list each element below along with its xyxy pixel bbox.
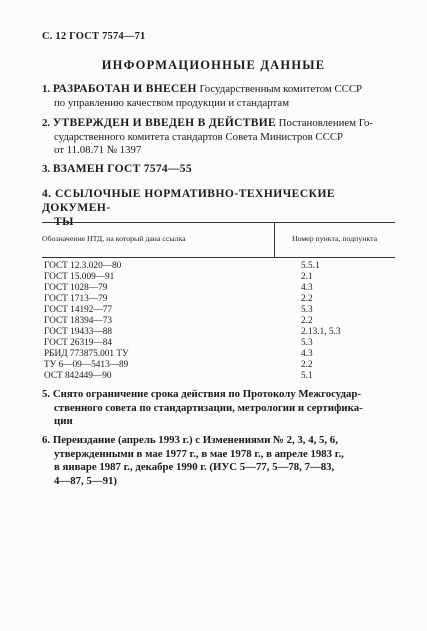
section-6-line-2: утвержденными в мае 1977 г., в мае 1978 г., в апреле 1983 г.,	[54, 447, 344, 460]
page-title: ИНФОРМАЦИОННЫЕ ДАННЫЕ	[101, 58, 326, 72]
section-6	[42, 434, 402, 488]
table-cell-designation: РБИД 773875.001 ТУ	[44, 349, 129, 359]
table-row	[42, 294, 395, 305]
section-6-line-3: в январе 1987 г., декабре 1990 г. (ИУС 5—77, 5—78, 7—83,	[54, 461, 335, 473]
section-5-line-1: Снято ограничение срока действия по Протоколу Межгосудар-	[52, 388, 361, 400]
table-cell-clause: 2.1	[301, 272, 313, 282]
table-cell-clause: 2.13.1, 5.3	[301, 327, 341, 337]
section-4-number: 4.	[42, 188, 52, 200]
section-1-line-1: Государственным комитетом СССР	[199, 83, 363, 95]
section-5	[42, 388, 397, 429]
section-5-line-3: ции	[54, 415, 73, 427]
section-2-line-1: Постановлением Го-	[278, 117, 374, 129]
table-cell-designation: ГОСТ 15.009—91	[44, 272, 115, 282]
table-cell-clause: 4.3	[301, 283, 313, 293]
table-cell-designation: ГОСТ 18394—73	[44, 316, 113, 326]
table-cell-clause: 2.2	[301, 294, 313, 304]
section-2-line-2: сударственного комитета стандартов Совета Министров СССР	[54, 130, 344, 143]
table-row	[42, 261, 395, 272]
table-cell-clause: 2.2	[301, 360, 313, 370]
table-row	[42, 338, 395, 349]
table-cell-designation: ГОСТ 26319—84	[44, 338, 113, 348]
section-5-number: 5.	[42, 388, 51, 400]
table-cell-clause: 5.1	[301, 371, 313, 381]
table-cell-designation: ГОСТ 12.3.020—80	[44, 261, 122, 271]
table-header-clause: Номер пункта, подпункта	[291, 234, 378, 243]
section-4-lead-line-2: ТЫ	[54, 216, 74, 228]
table-cell-designation: ГОСТ 19433—88	[44, 327, 113, 337]
section-3-number: 3.	[42, 163, 51, 175]
table-cell-clause: 2.2	[301, 316, 313, 326]
table-row	[42, 360, 395, 371]
table-row	[42, 327, 395, 338]
table-row	[42, 371, 395, 382]
table-cell-clause: 5.3	[301, 338, 313, 348]
section-6-number: 6.	[42, 434, 51, 446]
section-3-lead: ВЗАМЕН ГОСТ 7574—55	[52, 163, 192, 175]
table-cell-clause: 5.5.1	[301, 261, 320, 271]
table-body	[42, 261, 395, 382]
table-row	[42, 272, 395, 283]
table-cell-designation: ТУ 6—09—5413—89	[44, 360, 129, 370]
section-2-line-3: от 11.08.71 № 1397	[54, 144, 142, 156]
table-cell-clause: 4.3	[301, 349, 313, 359]
section-1-number: 1.	[42, 83, 51, 95]
section-5-line-2: ственного совета по стандартизации, метрологии и сертифика-	[54, 401, 363, 414]
section-1-lead: РАЗРАБОТАН И ВНЕСЕН	[52, 83, 197, 95]
table-cell-designation: ГОСТ 1713—79	[44, 294, 108, 304]
section-2-lead: УТВЕРЖДЕН И ВВЕДЕН В ДЕЙСТВИЕ	[52, 117, 276, 129]
table-row	[42, 349, 395, 360]
section-1-line-2: по управлению качеством продукции и стандартам	[54, 96, 290, 109]
table-cell-designation: ГОСТ 14192—77	[44, 305, 113, 315]
section-6-line-4: 4—87, 5—91)	[54, 474, 117, 487]
section-2	[42, 117, 392, 158]
section-3	[42, 163, 392, 177]
section-1	[42, 83, 392, 110]
table-row	[42, 283, 395, 294]
table-cell-designation: ГОСТ 1028—79	[44, 283, 108, 293]
reference-table	[42, 222, 395, 382]
table-header-designation: Обозначение НТД, на который дана ссылка	[42, 234, 186, 243]
page-header: С. 12 ГОСТ 7574—71	[42, 31, 146, 42]
table-cell-clause: 5.3	[301, 305, 313, 315]
table-row	[42, 316, 395, 327]
section-6-line-1: Переиздание (апрель 1993 г.) с Изменениями № 2, 3, 4, 5, 6,	[52, 434, 338, 446]
section-4-lead-line-1: ССЫЛОЧНЫЕ НОРМАТИВНО-ТЕХНИЧЕСКИЕ ДОКУМЕН-	[42, 188, 336, 214]
table-cell-designation: ОСТ 842449—90	[44, 371, 112, 381]
table-row	[42, 305, 395, 316]
table-header	[42, 222, 395, 258]
section-2-number: 2.	[42, 117, 51, 129]
